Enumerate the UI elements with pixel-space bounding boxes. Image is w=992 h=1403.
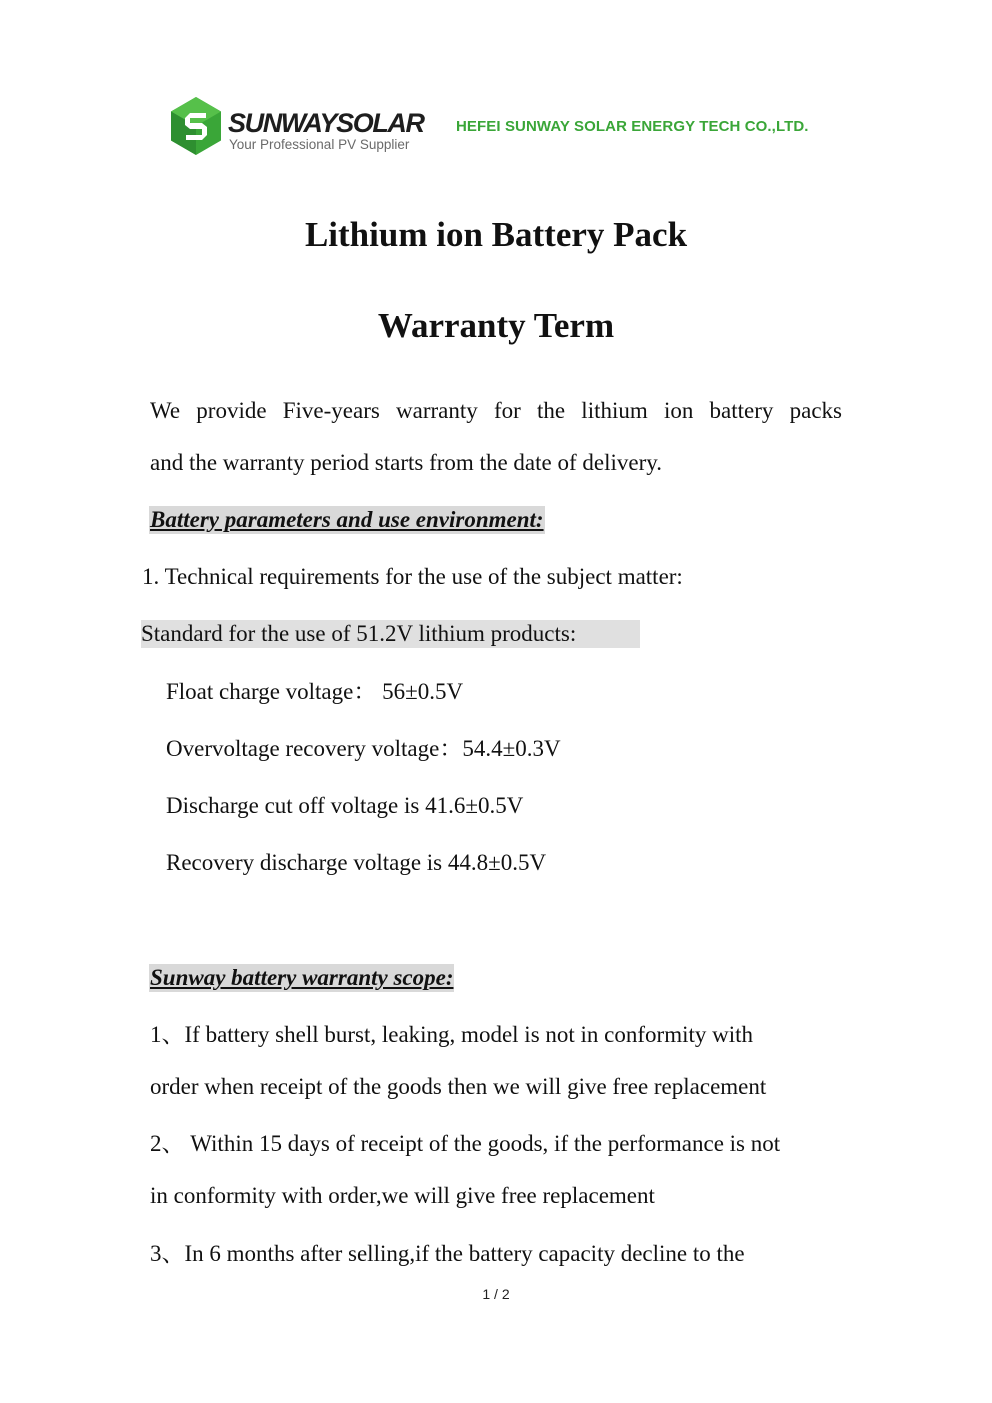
scope-item-3-line-1: 3、In 6 months after selling,if the battery capacity decline to the [150, 1241, 745, 1266]
brand-name: SUNWAYSOLAR [228, 108, 424, 138]
param-float-charge: Float charge voltage： 56±0.5V [166, 679, 464, 704]
letterhead [170, 96, 830, 160]
document-subtitle: Warranty Term [377, 306, 615, 345]
intro-line-2: and the warranty period starts from the date of delivery. [150, 450, 662, 475]
section-heading-parameters: Battery parameters and use environment: [150, 507, 544, 532]
param-recovery-discharge: Recovery discharge voltage is 44.8±0.5V [166, 850, 547, 875]
section-heading-warranty-scope: Sunway battery warranty scope: [150, 965, 454, 990]
param-discharge-cutoff: Discharge cut off voltage is 41.6±0.5V [166, 793, 524, 818]
company-name: HEFEI SUNWAY SOLAR ENERGY TECH CO.,LTD. [456, 118, 809, 135]
intro-line-1: We provide Five-years warranty for the lithium ion battery packs [150, 398, 842, 423]
param-overvoltage-recovery: Overvoltage recovery voltage：54.4±0.3V [166, 736, 561, 761]
brand-tagline: Your Professional PV Supplier [229, 137, 410, 152]
requirement-item-1: 1. Technical requirements for the use of the subject matter: [142, 564, 683, 589]
scope-item-2-line-2: in conformity with order,we will give free replacement [150, 1183, 655, 1208]
page-number: 1 / 2 [482, 1286, 510, 1302]
scope-item-1-line-1: 1、If battery shell burst, leaking, model is not in conformity with [150, 1022, 754, 1047]
document-title: Lithium ion Battery Pack [304, 215, 688, 254]
scope-item-1-line-2: order when receipt of the goods then we will give free replacement [150, 1074, 767, 1099]
standard-heading: Standard for the use of 51.2V lithium products: [141, 620, 640, 648]
sunway-logo-icon [170, 96, 222, 156]
scope-item-2-line-1: 2、 Within 15 days of receipt of the goods, if the performance is not [150, 1131, 781, 1156]
